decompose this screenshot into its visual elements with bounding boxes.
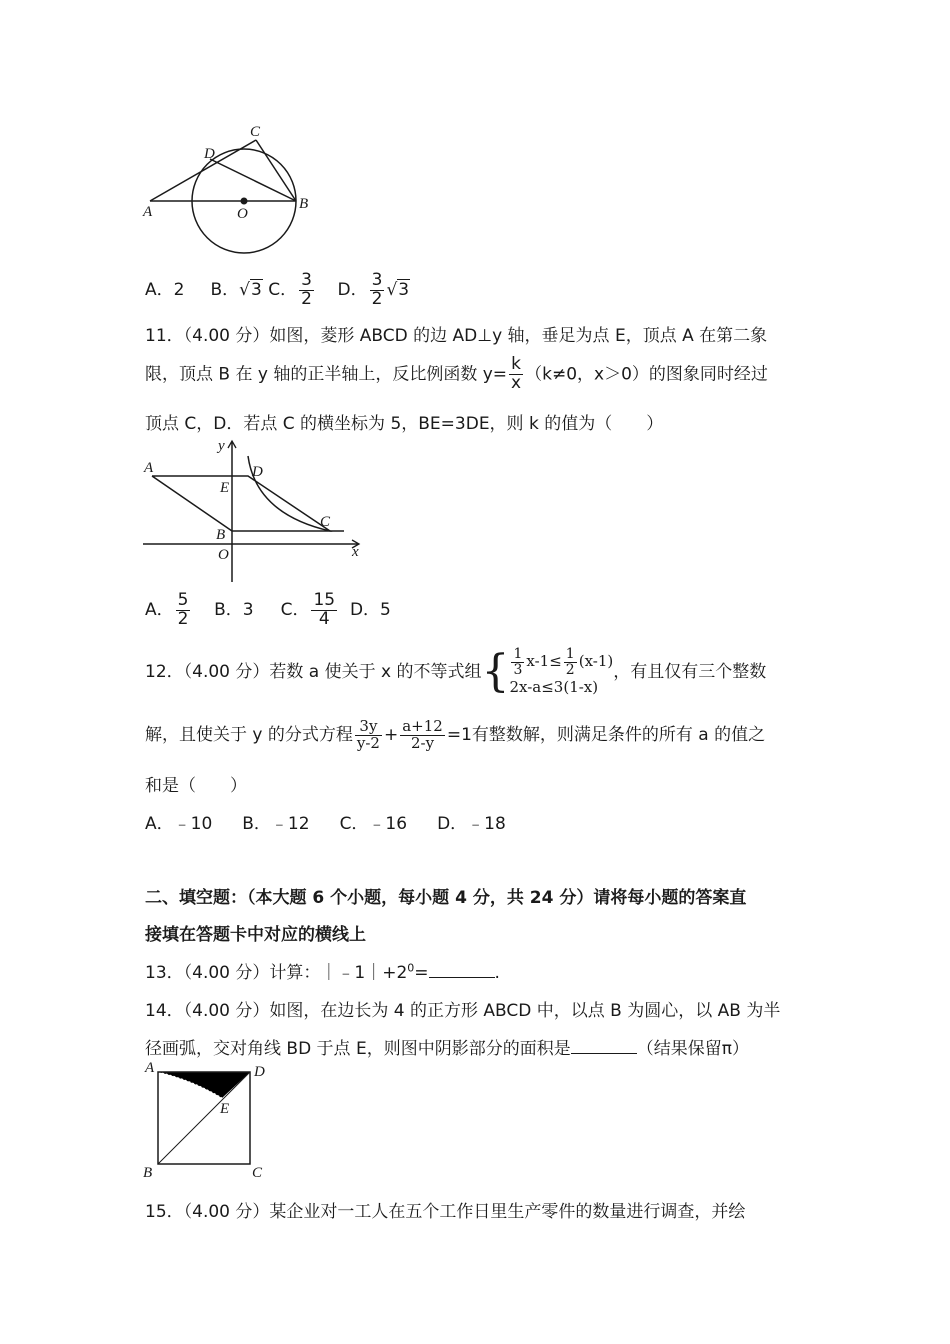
label-a: A: [145, 1060, 155, 1076]
q12-option-a: A．﹣10: [145, 814, 213, 834]
q12-line-2: 解，且使关于 y 的分式方程 $\frac{3y}{y-2}$ + $\frac{a+12}{2-y}$ =1有整数解，则满足条件的所有 a 的值之: [145, 716, 766, 752]
q14-answer-blank[interactable]: [571, 1039, 637, 1054]
q13-answer-blank[interactable]: [429, 963, 495, 978]
label-o: O: [218, 547, 229, 563]
label-b: B: [216, 527, 226, 543]
q12-line-1: 12．（4.00 分）若数 a 使关于 x 的不等式组{ $\frac{1}{3}$ x-1≤ $\frac{1}{2}$ (x-1) 2x-a≤3(1-x) ，有且仅有三个整数: [145, 646, 767, 697]
label-b: B: [299, 196, 309, 212]
label-e: E: [220, 1101, 230, 1117]
q12-option-d: D．﹣18: [437, 814, 506, 834]
q13: 13．（4.00 分）计算：$|﹣1|+2^0=$ .: [145, 961, 500, 983]
section-2-heading-line-2: 接填在答题卡中对应的横线上: [145, 925, 366, 945]
k-over-x: $\frac{k}{x}$: [511, 354, 522, 393]
label-d: D: [204, 146, 215, 162]
label-y: y: [218, 438, 225, 454]
q11-option-b: B．3: [214, 600, 254, 620]
q11-option-d: D．5: [349, 600, 391, 620]
q11-line-1: 11．（4.00 分）如图，菱形 ABCD 的边 AD⊥y 轴，垂足为点 E，顶点 A 在第二象: [145, 326, 768, 346]
label-c: C: [320, 514, 331, 530]
label-a: A: [143, 204, 153, 220]
label-o: O: [237, 206, 248, 222]
q11-line-3: 顶点 C，D．若点 C 的横坐标为 5，BE=3DE，则 k 的值为（ ）: [145, 414, 664, 434]
q10-options: [145, 272, 410, 308]
q12-line-3: 和是（ ）: [145, 776, 247, 796]
inequality-system: $\frac{1}{3}$ x-1≤ $\frac{1}{2}$ (x-1) 2x-a≤3(1-x): [509, 646, 614, 696]
q11-options: [145, 590, 391, 630]
label-b: B: [143, 1165, 153, 1181]
q10-option-d: D． $\frac{3}{2}$ √3: [337, 270, 410, 309]
q14-line-1: 14．（4.00 分）如图，在边长为 4 的正方形 ABCD 中，以点 B 为圆心，以 AB 为半: [145, 1001, 781, 1021]
q10-option-c: C． $\frac{3}{2}$: [268, 270, 312, 309]
q11-option-c: C． $\frac{15}{4}$: [280, 589, 336, 629]
label-x: x: [352, 544, 359, 560]
q10-option-a: A．2: [145, 280, 185, 301]
label-a: A: [144, 460, 154, 476]
q14-line-2: 径画弧，交对角线 BD 于点 E，则图中阴影部分的面积是 （结果保留π）: [145, 1039, 749, 1059]
section-2-heading-line-1: 二、填空题：（本大题 6 个小题，每小题 4 分，共 24 分）请将每小题的答案直: [145, 888, 747, 908]
figure-square-arc: [140, 1060, 280, 1184]
label-d: D: [252, 464, 263, 480]
q12-option-b: B．﹣12: [242, 814, 310, 834]
q12-option-c: C．﹣16: [339, 814, 408, 834]
label-d: D: [254, 1064, 265, 1080]
q11-option-a: A． $\frac{5}{2}$: [145, 589, 189, 629]
figure-circle-tangent: [140, 118, 320, 258]
q12-options: [145, 809, 506, 834]
q15-line-1: 15．（4.00 分）某企业对一工人在五个工作日里生产零件的数量进行调查，并绘: [145, 1202, 746, 1222]
label-e: E: [220, 480, 230, 496]
label-c: C: [250, 124, 261, 140]
q10-option-b: B．√3: [210, 280, 262, 301]
label-c: C: [252, 1165, 263, 1181]
figure-rhombus-hyperbola: [140, 436, 370, 588]
q11-line-2: 限，顶点 B 在 y 轴的正半轴上，反比例函数 y= $\frac{k}{x}$ （k≠0，x＞0）的图象同时经过: [145, 354, 768, 393]
